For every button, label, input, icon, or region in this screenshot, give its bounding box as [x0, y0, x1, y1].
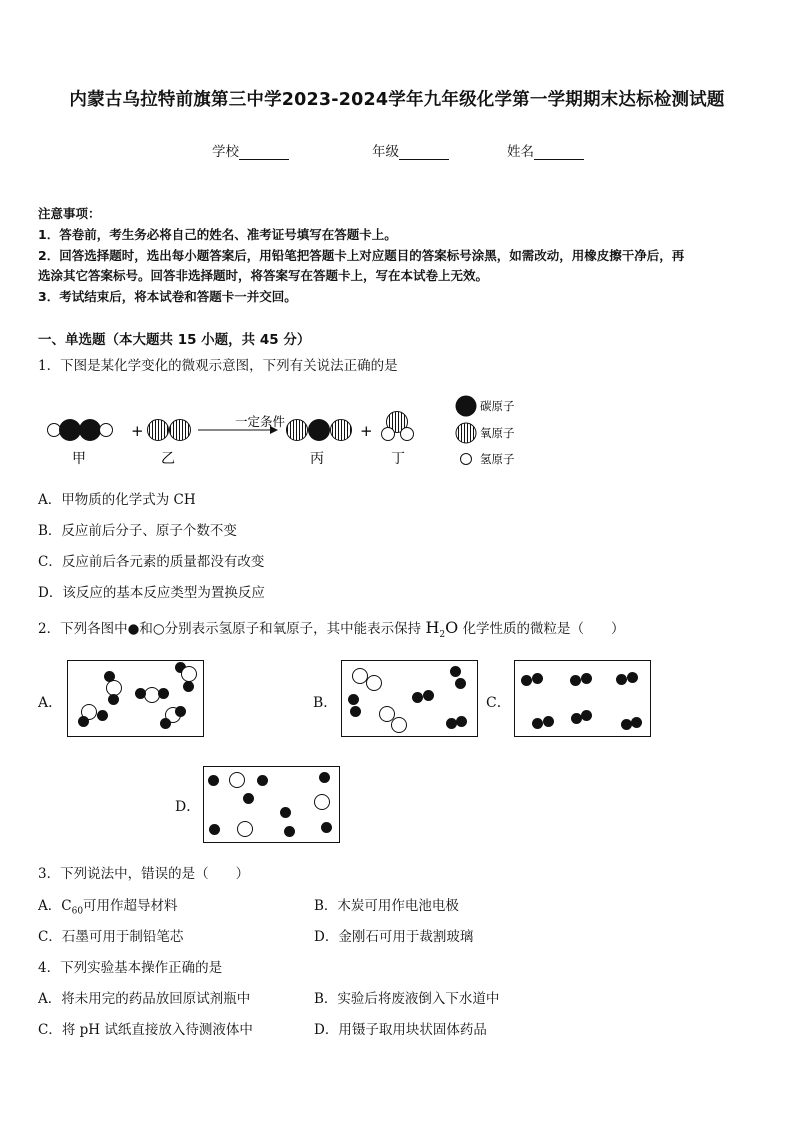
oxygen-atom [229, 772, 245, 788]
molecule-yi [148, 420, 191, 441]
question-3-stem: 3．下列说法中，错误的是（ ） [38, 866, 250, 882]
q1-option-a: A．甲物质的化学式为 CH [38, 492, 196, 508]
hydrogen-atom [570, 675, 581, 686]
section-heading: 一、单选题（本大题共 15 小题，共 45 分） [38, 332, 311, 348]
question-1-stem: 1．下图是某化学变化的微观示意图，下列有关说法正确的是 [38, 358, 398, 374]
hydrogen-atom [532, 718, 543, 729]
hydrogen-atom [350, 706, 361, 717]
grade-field [372, 140, 449, 160]
legend-hydrogen-icon [461, 454, 472, 465]
q1-option-c: C．反应前后各元素的质量都没有改变 [38, 554, 265, 570]
notice-heading: 注意事项： [38, 206, 101, 221]
hydrogen-atom [280, 807, 291, 818]
plus-sign-2: + [360, 422, 373, 440]
q2-box-b [341, 660, 478, 737]
school-blank [239, 145, 289, 160]
hydrogen-atom [581, 673, 592, 684]
hydrogen-atom [158, 688, 169, 699]
oxygen-atom [391, 717, 407, 733]
reaction-condition: 一定条件 [235, 414, 286, 429]
q2-label-c: C． [486, 695, 511, 711]
hydrogen-atom [208, 775, 219, 786]
legend [456, 396, 515, 467]
q2-box-a [67, 660, 204, 737]
q4-option-c: C．将 pH 试纸直接放入待测液体中 [38, 1022, 253, 1038]
oxygen-atom [314, 794, 330, 810]
hydrogen-atom [160, 718, 171, 729]
hydrogen-atom [627, 672, 638, 683]
hydrogen-atom [543, 716, 554, 727]
hydrogen-atom [631, 717, 642, 728]
hydrogen-atom [581, 710, 592, 721]
legend-hydrogen-label: 氢原子 [480, 452, 515, 466]
hydrogen-atom [456, 716, 467, 727]
oxygen-atom [181, 666, 197, 682]
hydrogen-atom [616, 674, 627, 685]
reaction-diagram [40, 390, 540, 472]
hydrogen-atom [183, 681, 194, 692]
notice-item-2a: 2．回答选择题时，选出每小题答案后，用铅笔把答题卡上对应题目的答案标号涂黑，如需改动，用橡皮擦干净后，再 [38, 248, 685, 263]
q2-stem-b: 和 [139, 621, 153, 637]
label-bing: 丙 [310, 451, 324, 467]
plus-sign-1: + [131, 422, 144, 440]
q4-option-a: A．将未用完的药品放回原试剂瓶中 [38, 991, 251, 1007]
label-yi: 乙 [161, 451, 175, 467]
q2-box-d [203, 766, 340, 843]
q2-stem-a: 2．下列各图中 [38, 621, 128, 637]
molecule-jia [48, 419, 113, 441]
hydrogen-atom [108, 694, 119, 705]
hydrogen-atom [257, 775, 268, 786]
grade-label: 年级 [372, 144, 399, 160]
legend-oxygen-icon [456, 423, 476, 443]
hydrogen-atom [423, 690, 434, 701]
oxygen-atom [237, 821, 253, 837]
question-2-stem [38, 617, 625, 640]
hydrogen-atom [319, 772, 330, 783]
legend-carbon-label: 碳原子 [480, 399, 515, 413]
hydrogen-atom [175, 706, 186, 717]
legend-oxygen-label: 氧原子 [480, 426, 515, 440]
hydrogen-atom [97, 710, 108, 721]
hydrogen-atom [135, 688, 146, 699]
q4-option-d: D．用镊子取用块状固体药品 [314, 1022, 487, 1038]
notice-item-1: 1．答卷前，考生务必将自己的姓名、准考证号填写在答题卡上。 [38, 227, 397, 242]
hollow-circle-icon: ○ [152, 621, 165, 637]
label-ding: 丁 [391, 451, 405, 467]
hydrogen-atom [284, 826, 295, 837]
q2-label-d: D． [175, 799, 201, 815]
molecule-bing [287, 419, 352, 441]
q2-stem-c: 分别表示氢原子和氧原子，其中能表示保持 [164, 621, 422, 637]
exam-title: 内蒙古乌拉特前旗第三中学2023-2024学年九年级化学第一学期期末达标检测试题 [69, 90, 725, 110]
oxygen-atom [366, 675, 382, 691]
q1-option-b: B．反应前后分子、原子个数不变 [38, 523, 237, 539]
notice-item-3: 3．考试结束后，将本试卷和答题卡一并交回。 [38, 289, 297, 304]
molecule-ding [382, 412, 414, 441]
grade-blank [399, 145, 449, 160]
q2-box-c [514, 660, 651, 737]
hydrogen-atom [455, 678, 466, 689]
q1-option-d: D．该反应的基本反应类型为置换反应 [38, 585, 265, 601]
hydrogen-atom [521, 675, 532, 686]
hydrogen-atom [243, 793, 254, 804]
q2-label-a: A． [38, 695, 63, 711]
question-4-stem: 4．下列实验基本操作正确的是 [38, 960, 223, 976]
q4-option-b: B．实验后将废液倒入下水道中 [314, 991, 500, 1007]
q3-option-b: B．木炭可用作电池电极 [314, 898, 459, 914]
hydrogen-atom [321, 822, 332, 833]
q3-option-c: C．石墨可用于制铅笔芯 [38, 929, 184, 945]
q3-option-d: D．金刚石可用于裁割玻璃 [314, 929, 474, 945]
q3-option-a: A．$C_{60}$可用作超导材料 [38, 898, 178, 917]
name-blank [534, 145, 584, 160]
label-jia: 甲 [72, 451, 86, 467]
name-field [507, 140, 584, 160]
school-label: 学校 [212, 144, 239, 160]
hydrogen-atom [78, 716, 89, 727]
hydrogen-atom [348, 694, 359, 705]
hydrogen-atom [104, 671, 115, 682]
q2-label-b: B． [313, 695, 338, 711]
filled-circle-icon: ● [127, 621, 140, 637]
hydrogen-atom [532, 673, 543, 684]
school-field [212, 140, 289, 160]
hydrogen-atom [450, 666, 461, 677]
notice-item-2b: 选涂其它答案标号。回答非选择题时，将答案写在答题卡上，写在本试卷上无效。 [38, 268, 489, 283]
q2-stem-d: 化学性质的微粒是（ ） [462, 621, 625, 637]
name-label: 姓名 [507, 144, 534, 160]
water-formula: $H_2O$ [425, 618, 459, 641]
hydrogen-atom [412, 692, 423, 703]
hydrogen-atom [209, 824, 220, 835]
legend-carbon-icon [456, 396, 477, 417]
